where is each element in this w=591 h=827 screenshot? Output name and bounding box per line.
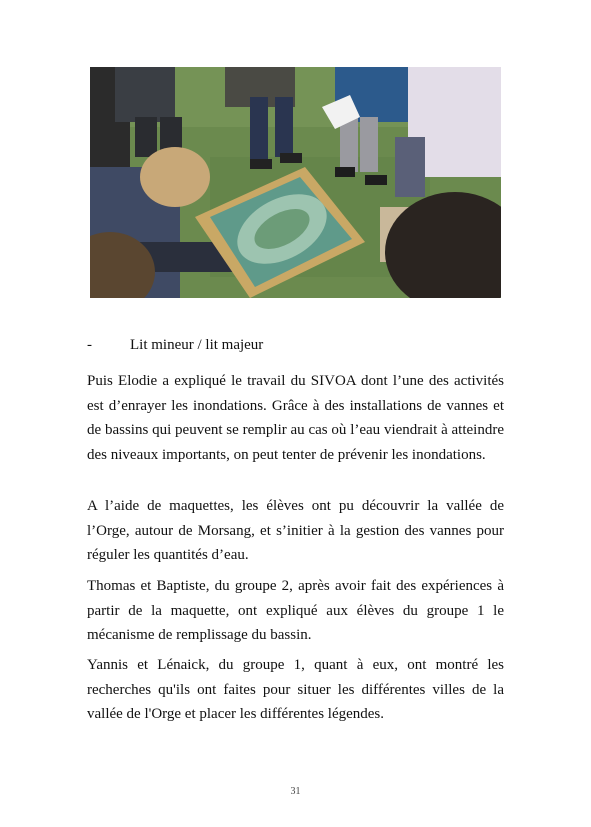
bullet-text: Lit mineur / lit majeur [130, 337, 264, 353]
paragraph: Thomas et Baptiste, du groupe 2, après avoir fait des expériences à partir de la maquette, ont expliqué aux élèves du groupe 1 le mécanisme de remplissage du bassin. [87, 578, 504, 643]
bullet-item [87, 336, 263, 354]
bullet-dash: - [87, 337, 92, 353]
paragraph: Puis Elodie a expliqué le travail du SIVOA dont l’une des activités est d’enrayer les inondations. Grâce à des installations de vannes et de bassins qui peuvent se remplir au cas où l’eau viendrait à atteindre des niveaux importants, on peut tenter de prévenir les inondations. [87, 373, 504, 463]
paragraph: Yannis et Lénaick, du groupe 1, quant à eux, ont montré les recherches qu'ils ont faites pour situer les différentes villes de la vallée de l'Orge et placer les différentes légendes. [87, 657, 504, 722]
photo-students-with-model [90, 67, 501, 298]
photo-illustration [90, 67, 501, 298]
paragraph: A l’aide de maquettes, les élèves ont pu découvrir la vallée de l’Orge, autour de Morsang, et s’initier à la gestion des vannes pour réguler les quantités d’eau. [87, 498, 504, 563]
page-number: 31 [290, 786, 301, 797]
